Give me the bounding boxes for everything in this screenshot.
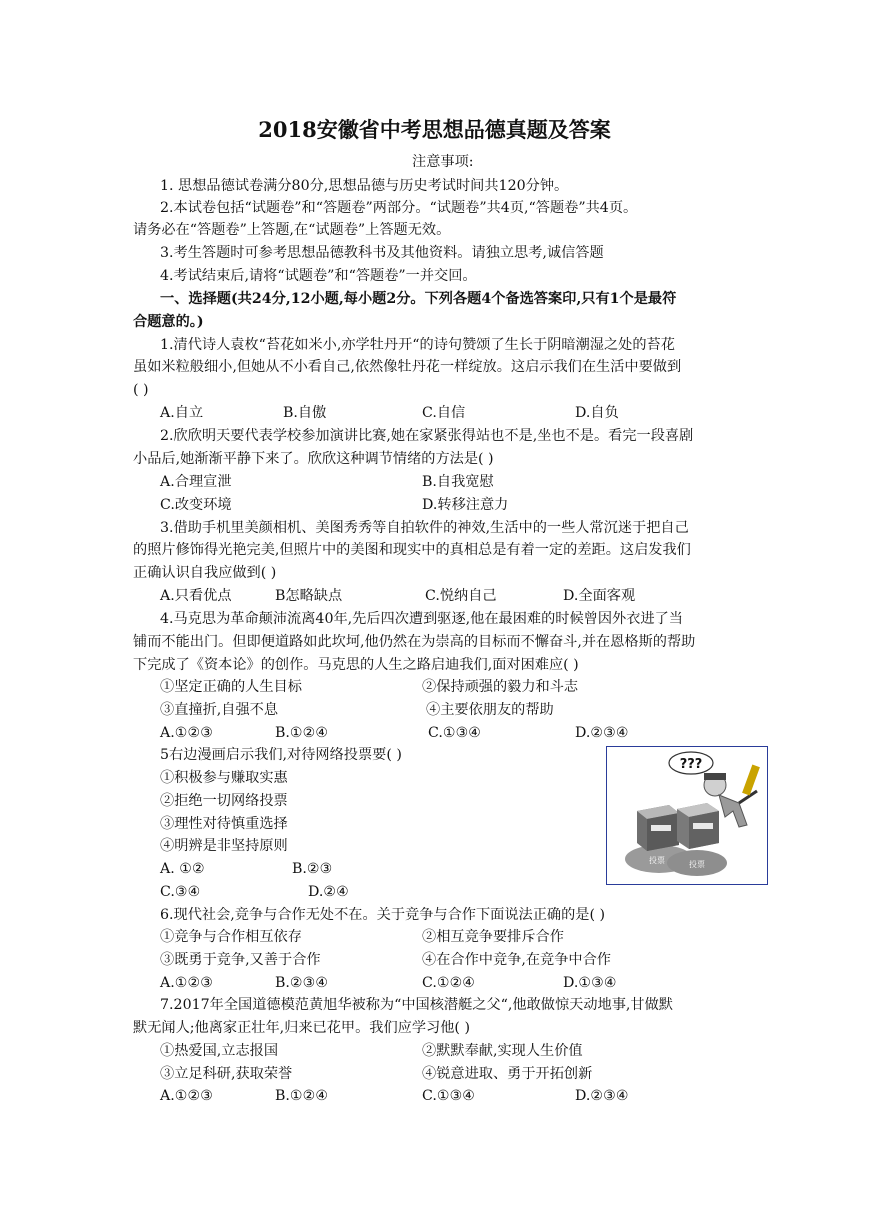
question-7-item: ①热爱国,立志报国	[160, 1043, 279, 1059]
question-6-item: ②相互竞争要排斥合作	[422, 929, 564, 945]
question-4-item: ③直撞折,自强不息	[160, 702, 279, 718]
notice-line: 请务必在“答题卷”上答题,在“试题卷”上答题无效。	[133, 222, 451, 238]
question-6-item: ①竞争与合作相互依存	[160, 929, 302, 945]
question-2-option-a: A.合理宣泄	[160, 474, 232, 490]
question-1-stem: 1.清代诗人袁枚“苔花如米小,亦学牡丹开“的诗句赞颂了生长于阴暗潮湿之处的苔花	[160, 337, 675, 353]
question-5-item: ④明辨是非坚持原则	[160, 838, 288, 854]
question-3-option-d: D.全面客观	[563, 588, 636, 604]
question-5-option-c: C.③④	[160, 884, 201, 900]
question-1-option-b: B.自傲	[283, 405, 327, 421]
question-6-option-b: B.②③④	[275, 975, 329, 991]
question-6-option-a: A.①②③	[160, 975, 213, 991]
question-7-option-c: C.①③④	[422, 1088, 476, 1104]
question-3-stem: 正确认识自我应做到( )	[133, 565, 277, 581]
question-2-stem: 小品后,她渐渐平静下来了。欣欣这种调节情绪的方法是( )	[133, 451, 494, 467]
notice-line: 1. 思想品德试卷满分80分,思想品德与历史考试时间共120分钟。	[160, 178, 569, 194]
question-6-item: ③既勇于竞争,又善于合作	[160, 952, 321, 968]
question-7-option-b: B.①②④	[275, 1088, 329, 1104]
question-7-stem: 7.2017年全国道德模范黄旭华被称为“中国核潜艇之父“,他敢做惊天动地事,甘做默	[160, 997, 673, 1013]
question-4-item: ④主要依朋友的帮助	[426, 702, 554, 718]
section-heading: 一、选择题(共24分,12小题,每小题2分。下列各题4个备选答案印,只有1个是最符	[160, 291, 677, 307]
question-2-stem: 2.欣欣明天要代表学校参加演讲比赛,她在家紧张得站也不是,坐也不是。看完一段喜剧	[160, 428, 694, 444]
question-1-option-a: A.自立	[160, 405, 204, 421]
question-4-stem: 铺而不能出门。但即便道路如此坎坷,他仍然在为崇高的目标而不懈奋斗,并在恩格斯的帮助	[133, 634, 696, 650]
cartoon-illustration	[607, 747, 767, 884]
question-4-item: ①坚定正确的人生目标	[160, 679, 302, 695]
question-7-option-d: D.②③④	[575, 1088, 629, 1104]
page-title: 2018安徽省中考思想品德真题及答案	[258, 117, 611, 142]
question-7-item: ③立足科研,获取荣誉	[160, 1066, 293, 1082]
question-3-option-c: C.悦纳自己	[425, 588, 497, 604]
question-4-option-d: D.②③④	[575, 725, 629, 741]
question-7-item: ④锐意进取、勇于开拓创新	[422, 1066, 593, 1082]
question-1-option-c: C.自信	[422, 405, 466, 421]
notice-line: 2.本试卷包括“试题卷”和“答题卷”两部分。“试题卷”共4页,“答题卷”共4页。	[160, 200, 638, 216]
question-5-item: ②拒绝一切网络投票	[160, 793, 288, 809]
question-1-stem: 虽如米粒般细小,但她从不小看自己,依然像牡丹花一样绽放。这启示我们在生活中要做到	[133, 359, 682, 375]
question-4-option-b: B.①②④	[275, 725, 329, 741]
question-6-stem: 6.现代社会,竞争与合作无处不在。关于竞争与合作下面说法正确的是( )	[160, 907, 606, 923]
question-6-option-d: D.①③④	[563, 975, 617, 991]
question-4-option-c: C.①③④	[428, 725, 482, 741]
ballot-box-icon	[677, 803, 719, 849]
question-7-item: ②默默奉献,实现人生价值	[422, 1043, 583, 1059]
notice-heading: 注意事项:	[412, 154, 474, 170]
question-7-option-a: A.①②③	[160, 1088, 213, 1104]
question-5-stem: 5右边漫画启示我们,对待网络投票要( )	[160, 747, 402, 763]
question-7-stem: 默无闻人;他离家正壮年,归来已花甲。我们应学习他( )	[133, 1020, 470, 1036]
question-5-option-a: A. ①②	[160, 861, 205, 877]
question-5-item: ①积极参与赚取实惠	[160, 770, 288, 786]
section-heading: 合题意的。)	[133, 314, 204, 330]
question-2-option-c: C.改变环境	[160, 497, 232, 513]
bubble-label: 投票	[689, 860, 705, 869]
question-2-option-d: D.转移注意力	[422, 497, 509, 513]
question-6-item: ④在合作中竞争,在竞争中合作	[422, 952, 611, 968]
question-2-option-b: B.自我宽慰	[422, 474, 494, 490]
question-6-option-c: C.①②④	[422, 975, 476, 991]
notice-line: 4.考试结束后,请将“试题卷”和“答题卷”一并交回。	[160, 268, 477, 284]
notice-line: 3.考生答题时可参考思想品德教科书及其他资料。请独立思考,诚信答题	[160, 245, 604, 261]
question-3-option-b: B怎略缺点	[275, 588, 343, 604]
question-4-option-a: A.①②③	[160, 725, 213, 741]
question-4-stem: 下完成了《资本论》的创作。马克思的人生之路启迪我们,面对困难应( )	[133, 657, 579, 673]
question-3-stem: 3.借助手机里美颜相机、美图秀秀等自拍软件的神效,生活中的一些人常沉迷于把自己	[160, 520, 689, 536]
voting-cartoon-figure	[606, 746, 768, 885]
bubble-label: 投票	[649, 856, 665, 865]
question-3-stem: 的照片修饰得光艳完美,但照片中的美图和现实中的真相总是有着一定的差距。这启发我们	[133, 542, 691, 558]
ballot-box-icon	[637, 805, 679, 851]
question-4-stem: 4.马克思为革命颠沛流离40年,先后四次遭到驱逐,他在最困难的时候曾因外衣进了当	[160, 611, 683, 627]
question-3-option-a: A.只看优点	[160, 588, 232, 604]
question-5-option-d: D.②④	[308, 884, 349, 900]
question-5-item: ③理性对待慎重选择	[160, 816, 288, 832]
question-5-option-b: B.②③	[292, 861, 333, 877]
question-4-item: ②保持顽强的毅力和斗志	[422, 679, 579, 695]
question-1-option-d: D.自负	[575, 405, 619, 421]
question-1-stem: ( )	[133, 382, 149, 398]
question-marks-text: ???	[679, 757, 703, 772]
